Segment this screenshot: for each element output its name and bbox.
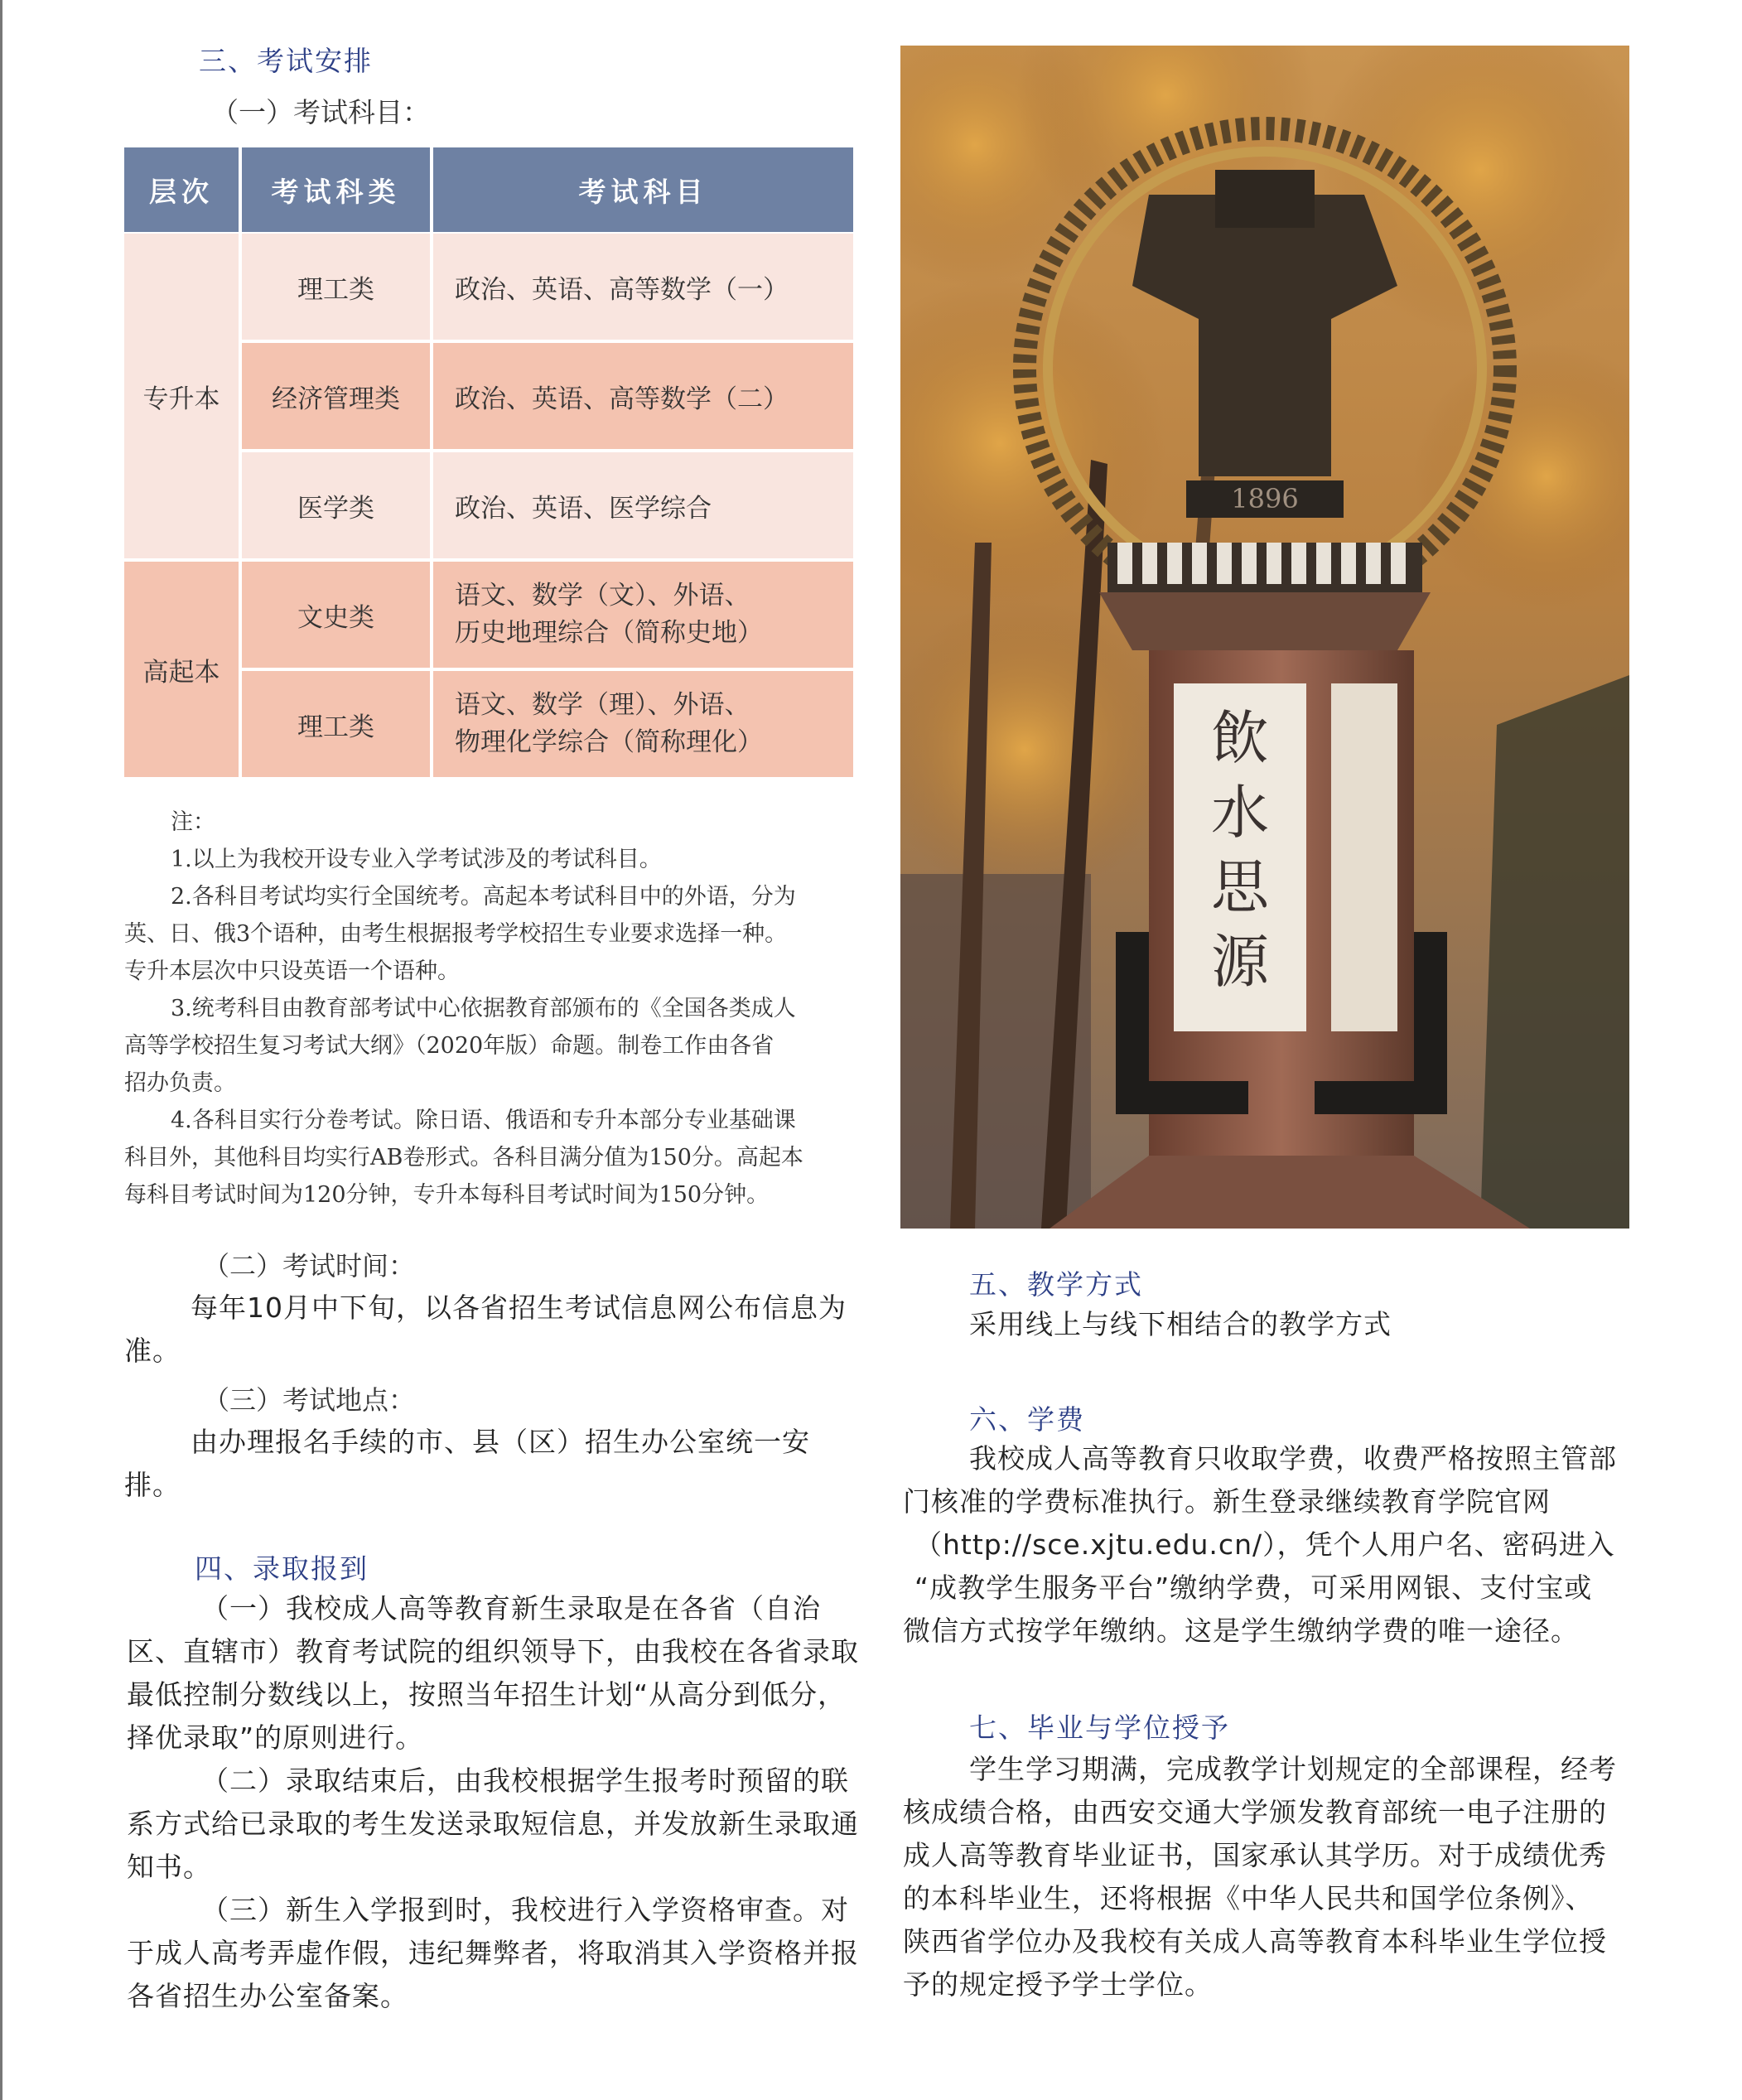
section4-body xyxy=(127,1587,864,2018)
admission-line: 于成人高考弄虚作假，违纪舞弊者，将取消其入学资格并报 xyxy=(127,1937,859,1969)
table-cell-subjects xyxy=(433,562,853,668)
tuition-line: （http://sce.xjtu.edu.cn/），凭个人用户名、密码进入 xyxy=(914,1528,1615,1561)
monument-photo xyxy=(900,46,1629,1229)
note-3-line: 招办负责。 xyxy=(124,1070,236,1096)
subjects-line: 语文、数学（理）、外语、 xyxy=(455,690,750,720)
section3-heading: 三、考试安排 xyxy=(199,45,373,77)
note-4-line: 每科目考试时间为120分钟，专升本每科目考试时间为150分钟。 xyxy=(124,1182,770,1208)
header-subjects: 考试科目 xyxy=(433,147,853,232)
exam-place-line: 由办理报名手续的市、县（区）招生办公室统一安 xyxy=(191,1426,810,1458)
note-2-line: 2.各科目考试均实行全国统考。高起本考试科目中的外语，分为 xyxy=(171,884,796,910)
page-left-edge xyxy=(0,0,2,2100)
section6-body xyxy=(903,1437,1648,1653)
tuition-line: 微信方式按学年缴纳。这是学生缴纳学费的唯一途径。 xyxy=(903,1615,1579,1647)
section4-heading: 四、录取报到 xyxy=(195,1552,369,1585)
table-cell-subjects: 政治、英语、医学综合 xyxy=(433,452,853,558)
graduation-line: 陕西省学位办及我校有关成人高等教育本科毕业生学位授 xyxy=(903,1925,1607,1958)
plaque-char: 飲 xyxy=(1211,704,1269,772)
table-cell-category: 理工类 xyxy=(242,234,430,340)
note-1: 1.以上为我校开设专业入学考试涉及的考试科目。 xyxy=(171,847,662,872)
level-gaoqiben: 高起本 xyxy=(124,562,239,777)
table-cell-subjects xyxy=(433,671,853,777)
note-4-line: 4.各科目实行分卷考试。除日语、俄语和专升本部分专业基础课 xyxy=(171,1108,796,1133)
admission-line: 系方式给已录取的考生发送录取短信息，并发放新生录取通 xyxy=(127,1808,859,1840)
plaque-char: 源 xyxy=(1211,928,1269,996)
admission-line: 知书。 xyxy=(127,1851,211,1883)
admission-line: （二）录取结束后，由我校根据学生报考时预留的联 xyxy=(201,1764,849,1797)
graduation-line: 成人高等教育毕业证书，国家承认其学历。对于成绩优秀 xyxy=(903,1839,1607,1871)
level-zhuanshengben: 专升本 xyxy=(124,234,239,558)
admission-line: 最低控制分数线以上，按照当年招生计划“从高分到低分， xyxy=(127,1678,847,1711)
table-cell-category: 经济管理类 xyxy=(242,343,430,449)
year-plate-text: 1896 xyxy=(1231,483,1299,514)
table-cell-category: 文史类 xyxy=(242,562,430,668)
admission-line: （一）我校成人高等教育新生录取是在各省（自治 xyxy=(201,1592,821,1624)
exam-place-subheading: （三）考试地点： xyxy=(203,1384,416,1416)
section6-heading: 六、学费 xyxy=(969,1403,1085,1436)
section7-body xyxy=(903,1748,1648,2006)
note-2-line: 专升本层次中只设英语一个语种。 xyxy=(124,958,460,984)
note-4-line: 科目外，其他科目均实行AB卷形式。各科目满分值为150分。高起本 xyxy=(124,1145,803,1171)
graduation-line: 核成绩合格，由西安交通大学颁发教育部统一电子注册的 xyxy=(903,1796,1607,1828)
subjects-line: 语文、数学（文）、外语、 xyxy=(455,581,750,611)
subjects-line: 历史地理综合（简称史地） xyxy=(455,618,763,648)
tuition-line: 我校成人高等教育只收取学费，收费严格按照主管部 xyxy=(969,1442,1617,1475)
note-3-line: 3.统考科目由教育部考试中心依据教育部颁布的《全国各类成人 xyxy=(171,996,796,1021)
exam-place-text xyxy=(124,1421,861,1507)
exam-time-text xyxy=(124,1287,861,1373)
note-2-line: 英、日、俄3个语种，由考生根据报考学校招生专业要求选择一种。 xyxy=(124,921,788,947)
tuition-line: “成教学生服务平台”缴纳学费，可采用网银、支付宝或 xyxy=(914,1571,1593,1604)
exam-time-subheading: （二）考试时间： xyxy=(203,1250,416,1282)
exam-time-line: 准。 xyxy=(124,1335,181,1367)
header-category: 考试科类 xyxy=(242,147,430,232)
exam-place-line: 排。 xyxy=(124,1469,181,1501)
exam-time-line: 每年10月中下旬，以各省招生考试信息网公布信息为 xyxy=(191,1291,847,1324)
section5-text: 采用线上与线下相结合的教学方式 xyxy=(969,1308,1392,1340)
graduation-line: 予的规定授予学士学位。 xyxy=(903,1968,1213,2001)
table-cell-category: 理工类 xyxy=(242,671,430,777)
plaque-char: 思 xyxy=(1211,853,1269,921)
exam-notes xyxy=(124,804,861,1214)
graduation-line: 学生学习期满，完成教学计划规定的全部课程，经考 xyxy=(969,1753,1617,1785)
exam-subjects-subheading: （一）考试科目： xyxy=(211,96,430,128)
exam-subjects-table xyxy=(124,147,853,777)
admission-line: 区、直辖市）教育考试院的组织领导下，由我校在各省录取 xyxy=(127,1635,859,1668)
note-3-line: 高等学校招生复习考试大纲》（2020年版）命题。制卷工作由各省 xyxy=(124,1033,774,1059)
admission-line: （三）新生入学报到时，我校进行入学资格审查。对 xyxy=(201,1894,849,1926)
graduation-line: 的本科毕业生，还将根据《中华人民共和国学位条例》、 xyxy=(903,1882,1594,1914)
notes-title: 注： xyxy=(171,809,215,835)
tuition-line: 门核准的学费标准执行。新生登录继续教育学院官网 xyxy=(903,1485,1551,1518)
section5-heading: 五、教学方式 xyxy=(969,1268,1143,1301)
plaque-char: 水 xyxy=(1211,779,1269,847)
section7-heading: 七、毕业与学位授予 xyxy=(969,1711,1230,1744)
admission-line: 各省招生办公室备案。 xyxy=(127,1980,408,2012)
table-cell-category: 医学类 xyxy=(242,452,430,558)
table-cell-subjects: 政治、英语、高等数学（二） xyxy=(433,343,853,449)
subjects-line: 物理化学综合（简称理化） xyxy=(455,727,763,757)
table-cell-subjects: 政治、英语、高等数学（一） xyxy=(433,234,853,340)
admission-line: 择优录取”的原则进行。 xyxy=(127,1721,424,1754)
header-level: 层次 xyxy=(124,147,239,232)
